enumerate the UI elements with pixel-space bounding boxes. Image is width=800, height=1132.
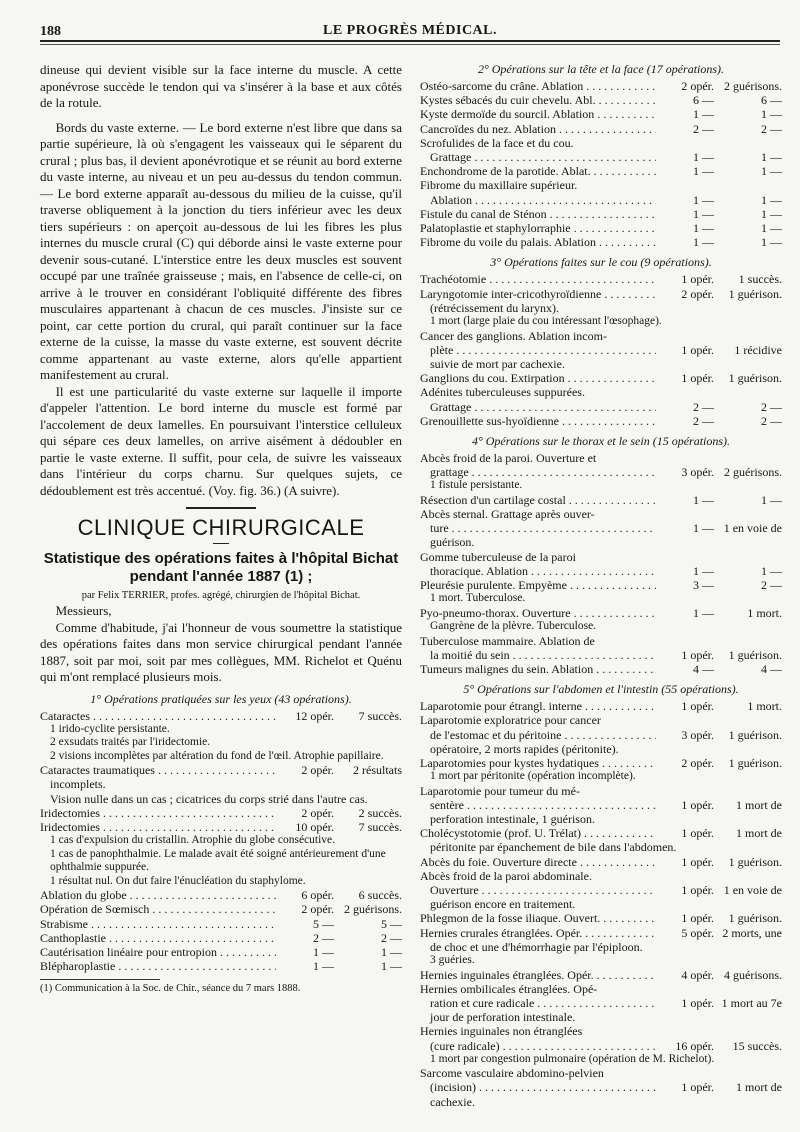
row-continuation: opératoire, 2 morts rapides (péritonite).: [430, 741, 619, 756]
table-row: Canthoplastie . . . 2 — 2 —: [40, 931, 402, 945]
row-continuation: guérison.: [430, 535, 475, 550]
journal-title: LE PROGRÈS MÉDICAL.: [322, 23, 498, 38]
table-row: Ablation . . . 1 — 1 —: [420, 193, 782, 207]
table-row: Cancroïdes du nez. Ablation . . . 2 — 2 —: [420, 122, 782, 136]
table-row: Hernies inguinales étranglées. Opér. . . . 4 opér. 4 guérisons.: [420, 968, 782, 982]
table-row: Fistule du canal de Sténon . . . 1 — 1 —: [420, 207, 782, 221]
table-row: Strabisme . . . 5 — 5 —: [40, 917, 402, 931]
row-note: 1 mort. Tuberculose.: [430, 592, 526, 605]
table-row: Cataractes traumatiques . . . 2 opér. 2 résultats: [40, 763, 402, 777]
row-note: 1 cas d'expulsion du cristallin. Atrophie du globe consécutive.: [50, 834, 336, 847]
table-row: plète . . . 1 opér. 1 récidive: [420, 343, 782, 357]
table-row: Pyo-pneumo-thorax. Ouverture . . . 1 — 1 mort.: [420, 606, 782, 620]
table-row: Trachéotomie . . . 1 opér. 1 succès.: [420, 272, 782, 286]
table-row: Laparotomies pour kystes hydatiques . . . 2 opér. 1 guérison.: [420, 756, 782, 770]
table-row: Ablation du globe . . . 6 opér. 6 succès.: [40, 888, 402, 902]
page-number: 188: [40, 24, 61, 39]
subsection-heading: 3° Opérations faites sur le cou (9 opérations).: [490, 255, 712, 270]
table-row: Enchondrome de la parotide. Ablat. . . . 1 — 1 —: [420, 164, 782, 178]
table-row-lead: Gomme tuberculeuse de la paroi: [420, 549, 576, 564]
row-note: 1 mort (large plaie du cou intéressant l'œsophage).: [430, 315, 662, 328]
table-row: Opération de Sœmisch . . . 2 opér. 2 guérisons.: [40, 902, 402, 916]
article-author: par Felix TERRIER, profes. agrégé, chirurgien de l'hôpital Bichat.: [81, 590, 361, 601]
row-note: 2 exsudats traités par l'iridectomie.: [50, 736, 211, 749]
table-row: sentère . . . 1 opér. 1 mort de: [420, 798, 782, 812]
table-row: thoracique. Ablation . . . 1 — 1 —: [420, 564, 782, 578]
table-row: Phlegmon de la fosse iliaque. Ouvert. . . . 1 opér. 1 guérison.: [420, 911, 782, 925]
row-continuation: de choc et une d'hémorrhagie par l'épiploon.: [430, 939, 643, 954]
table-row-lead: Abcès froid de la paroi. Ouverture et: [420, 450, 597, 465]
paragraph: Comme d'habitude, j'ai l'honneur de vous soumettre la statistique des opérations faites dans mon service chirurgical pendant l'année 1887, soit par moi, soit par mes collègues, MM. Richelot et Quénu qui m'ont remplacé plusieurs mois.: [40, 619, 402, 684]
right-column: [420, 62, 782, 1109]
table-row: Ganglions du cou. Extirpation . . . 1 opér. 1 guérison.: [420, 371, 782, 385]
row-note: 1 résultat nul. On dut faire l'énucléation du staphylome.: [50, 874, 306, 887]
table-row: Résection d'un cartilage costal . . . 1 — 1 —: [420, 493, 782, 507]
table-row: ration et cure radicale . . . 1 opér. 1 mort au 7e: [420, 996, 782, 1010]
table-row: Kyste dermoïde du sourcil. Ablation . . . 1 — 1 —: [420, 107, 782, 121]
table-row: Iridectomies . . . 2 opér. 2 succès.: [40, 806, 402, 820]
heading-dash: [213, 543, 229, 544]
table-row-lead: Hernies inguinales non étranglées: [420, 1024, 583, 1039]
table-row-lead: Fibrome du maxillaire supérieur.: [420, 178, 578, 193]
salutation: Messieurs,: [55, 603, 112, 618]
table-row: (incision) . . . 1 opér. 1 mort de: [420, 1080, 782, 1094]
table-row: Blépharoplastie . . . 1 — 1 —: [40, 959, 402, 973]
table-row-lead: Abcès froid de la paroi abdominale.: [420, 868, 592, 883]
table-row: Kystes sébacés du cuir chevelu. Abl. . . . 6 — 6 —: [420, 93, 782, 107]
row-note: 1 mort par péritonite (opération incomplète).: [430, 770, 636, 783]
table-row: Cautérisation linéaire pour entropion . . . 1 — 1 —: [40, 945, 402, 959]
table-row: Hernies crurales étranglées. Opér. . . . 5 opér. 2 morts, une: [420, 926, 782, 940]
row-continuation: (rétrécissement du larynx).: [430, 300, 559, 315]
row-note: 1 cas de panophthalmie. Le malade avait été soigné antérieurement d'une ophthalmie suppurée.: [50, 847, 386, 874]
article-title: Statistique des opérations faites à l'hôpital Bichat pendant l'année 1887 (1) ;: [43, 550, 399, 585]
table-row-lead: Laparotomie exploratrice pour cancer: [420, 713, 601, 728]
table-row: grattage . . . 3 opér. 2 guérisons.: [420, 465, 782, 479]
table-row-lead: Hernies ombilicales étranglées. Opé-: [420, 981, 598, 996]
table-row: Cataractes . . . 12 opér. 7 succès.: [40, 709, 402, 723]
row-continuation: incomplets.: [50, 777, 106, 792]
section-divider: [186, 507, 256, 509]
table-row: (cure radicale) . . . 16 opér. 15 succès.: [420, 1039, 782, 1053]
table-row-lead: Abcès sternal. Grattage après ouver-: [420, 507, 595, 522]
table-row: Cholécystotomie (prof. U. Trélat) . . . 1 opér. 1 mort de: [420, 826, 782, 840]
subsection-heading: 4° Opérations sur le thorax et le sein (15 opérations).: [471, 433, 731, 448]
page-header: [40, 18, 780, 40]
subsection-heading: 5° Opérations sur l'abdomen et l'intestin (55 opérations).: [463, 682, 739, 697]
table-row-lead: Adénites tuberculeuses suppurées.: [420, 385, 585, 400]
row-note: 2 visions incomplètes par altération du fond de l'œil. Atrophie papillaire.: [50, 749, 384, 762]
row-note: Vision nulle dans un cas ; cicatrices du corps strié dans l'autre cas.: [50, 791, 368, 806]
paragraph: Il est une particularité du vaste externe sur laquelle il importe d'appeler l'attention. Le bord interne du muscle est formé par l'accolement de deux lamelles. En poursuivant l'interstice celluleux qui sépare ces deux lamelles, on arrive aisément à dédoubler en partie le vaste externe. Il suffit, pour cela, de suivre les vaisseaux dans l'intérieur du corps charnu. Sur quelques sujets, ce dédoublement est très accentué. (Voy. fig. 36.) (A suivre).: [40, 383, 402, 498]
table-row: Grattage . . . 1 — 1 —: [420, 150, 782, 164]
table-row: de l'estomac et du péritoine . . . 3 opér. 1 guérison.: [420, 728, 782, 742]
subsection-heading: 2° Opérations sur la tête et la face (17 opérations).: [477, 62, 725, 76]
table-row: Pleurésie purulente. Empyème . . . 3 — 2 —: [420, 578, 782, 592]
table-row: Ostéo-sarcome du crâne. Ablation . . . 2 opér. 2 guérisons.: [420, 79, 782, 93]
table-row: Grenouillette sus-hyoïdienne . . . 2 — 2 —: [420, 414, 782, 428]
row-continuation: péritonite par épanchement de bile dans l'abdomen.: [430, 840, 677, 855]
row-note: 1 fistule persistante.: [430, 479, 523, 492]
table-row-lead: Cancer des ganglions. Ablation incom-: [420, 328, 607, 343]
table-row-lead: Laparotomie pour tumeur du mé-: [420, 783, 580, 798]
table-row: Laryngotomie inter-cricothyroïdienne . . . 2 opér. 1 guérison.: [420, 287, 782, 301]
row-continuation: guérison encore en traitement.: [430, 897, 576, 912]
table-row-lead: Tuberculose mammaire. Ablation de: [420, 633, 595, 648]
table-row: Ouverture . . . 1 opér. 1 en voie de: [420, 883, 782, 897]
subsection-heading: 1° Opérations pratiquées sur les yeux (43 opérations).: [90, 691, 352, 706]
paragraph: Bords du vaste externe. — Le bord externe n'est libre que dans sa partie supérieure, là où s'engagent les vaisseaux qui le séparent du crural ; plus bas, il devient aponévrotique et se réunit au bord externe du vaste interne, au niveau et un peu au-dessus du tendon commun. — Le bord externe apparaît au-dessous du milieu de la cuisse, qu'il traverse obliquement à la jonction du tiers inférieur avec les deux tiers supérieurs : on aperçoit au-dessous de lui les fibres les plus internes du muscle crural (C) qui déborde ainsi le vaste externe pour devenir sous-cutané. L'interstice entre les deux muscles est souvent occupé par une traînée graisseuse ; mais, en l'absence de celle-ci, on arrive à le trouver en considérant l'obliquité différente des fibres musculaires appartenant à chacun de ces muscles. J'insiste sur ce point, car cette portion du crural, qui paraît continuer sur la face externe de la cuisse, la masse du vaste externe, est souvent décrite comme appartenant au vaste externe, alors qu'elle appartient manifestement au crural.: [40, 119, 402, 382]
table-row-lead: Sarcome vasculaire abdomino-pelvien: [420, 1066, 604, 1081]
table-row: Fibrome du voile du palais. Ablation . . . 1 — 1 —: [420, 235, 782, 249]
left-column: [40, 62, 402, 994]
footnote-rule: [40, 979, 160, 980]
table-row: Abcès du foie. Ouverture directe . . . 1 opér. 1 guérison.: [420, 855, 782, 869]
section-heading: CLINIQUE CHIRURGICALE: [77, 515, 365, 540]
row-note: 1 irido-cyclite persistante.: [50, 722, 170, 735]
row-continuation: perforation intestinale, 1 guérison.: [430, 812, 595, 827]
header-rule-thin: [40, 44, 780, 45]
table-row: ture . . . 1 — 1 en voie de: [420, 521, 782, 535]
table-row: Grattage . . . 2 — 2 —: [420, 400, 782, 414]
row-continuation: cachexie.: [430, 1094, 475, 1109]
table-row: Palatoplastie et staphylorraphie . . . 1 — 1 —: [420, 221, 782, 235]
paragraph: dineuse qui devient visible sur la face interne du muscle. A cette aponévrose succède le tendon qui va s'insérer à la base et aux côtés de la rotule.: [40, 62, 402, 110]
table-row: Tumeurs malignes du sein. Ablation . . . 4 — 4 —: [420, 662, 782, 676]
row-note: Gangrène de la plèvre. Tuberculose.: [430, 620, 597, 632]
table-row-lead: Scrofulides de la face et du cou.: [420, 135, 574, 150]
footnote: (1) Communication à la Soc. de Chir., séance du 7 mars 1888.: [40, 983, 301, 995]
row-continuation: jour de perforation intestinale.: [430, 1010, 576, 1025]
header-rule: [40, 40, 780, 42]
row-note: 3 guéries.: [430, 954, 475, 967]
table-row: Laparotomie pour étrangl. interne . . . 1 opér. 1 mort.: [420, 699, 782, 713]
table-row: la moitié du sein . . . 1 opér. 1 guérison.: [420, 648, 782, 662]
table-row: Iridectomies . . . 10 opér. 7 succès.: [40, 820, 402, 834]
row-note: 1 mort par congestion pulmonaire (opération de M. Richelot).: [430, 1052, 715, 1065]
row-continuation: suivie de mort par cachexie.: [430, 356, 565, 371]
